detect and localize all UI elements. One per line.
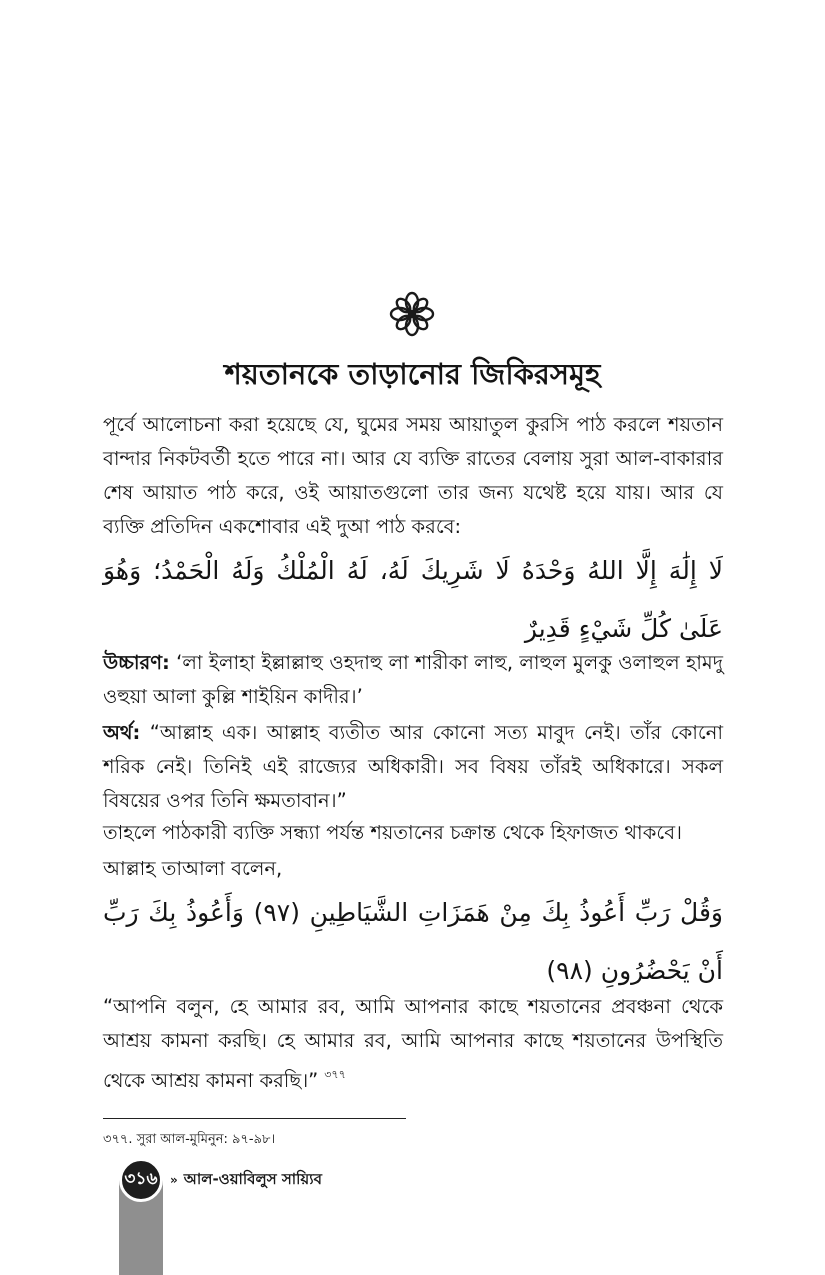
- footnote-divider: [103, 1118, 406, 1119]
- page-number: ৩১৬: [124, 1169, 158, 1189]
- meaning-label: অর্থ:: [103, 721, 141, 744]
- meaning-paragraph: [103, 716, 723, 818]
- pronunciation-paragraph: [103, 646, 723, 714]
- quran-arabic-text: وَقُلْ رَبِّ أَعُوذُ بِكَ مِنْ هَمَزَاتِ الشَّيَاطِينِ (٩٧) وَأَعُوذُ بِكَ رَبِّ أَنْ يَحْضُرُونِ (٩٨): [103, 898, 723, 985]
- page-number-badge: [119, 1158, 163, 1202]
- meaning-text: “আল্লাহ এক। আল্লাহ ব্যতীত আর কোনো সত্য মাবুদ নেই। তাঁর কোনো শরিক নেই। তিনিই এই রাজ্যের অধিকারী। সব বিষয় তাঁরই অধিকারে। সকল বিষয়ের ওপর তিনি ক্ষমতাবান।”: [103, 721, 723, 812]
- chapter-heading: শয়তানকে তাড়ানোর জিকিরসমূহ: [224, 357, 601, 391]
- book-title: আল-ওয়াবিলুস সায়্যিব: [183, 1170, 322, 1188]
- running-head: [170, 1168, 322, 1191]
- double-chevron-right-icon: »: [170, 1173, 178, 1187]
- intro-paragraph: পূর্বে আলোচনা করা হয়েছে যে, ঘুমের সময় আয়াতুল কুরসি পাঠ করলে শয়তান বান্দার নিকটবর্তী হতে পারে না। আর যে ব্যক্তি রাতের বেলায় সুরা আল-বাকারার শেষ আয়াত পাঠ করে, ওই আয়াতগুলো তার জন্য যথেষ্ট হয়ে যায়। আর যে ব্যক্তি প্রতিদিন একশোবার এই দুআ পাঠ করবে:: [103, 413, 723, 538]
- flower-ornament-icon: [388, 290, 436, 338]
- footnote-marker: ৩৭৭: [324, 1068, 346, 1081]
- translation-paragraph: [103, 990, 723, 1098]
- pronunciation-text: ‘লা ইলাহা ইল্লাল্লাহু ওহদাহু লা শারীকা লাহু, লাহুল মুলকু ওলাহুল হামদু ওহুয়া আলা কুল্লি শাইয়িন কাদীর।’: [103, 651, 724, 708]
- dua-arabic-text: لَا إِلَٰهَ إِلَّا اللهُ وَحْدَهُ لَا شَرِيكَ لَهُ، لَهُ الْمُلْكُ وَلَهُ الْحَمْدُ؛ وَهُوَ عَلَىٰ كُلِّ شَيْءٍ قَدِيرٌ: [103, 556, 723, 643]
- pronunciation-label: উচ্চারণ:: [103, 651, 170, 674]
- protection-paragraph: তাহলে পাঠকারী ব্যক্তি সন্ধ্যা পর্যন্ত শয়তানের চক্রান্ত থেকে হিফাজত থাকবে।: [103, 821, 683, 844]
- footnote-text: ৩৭৭. সুরা আল-মুমিনুন: ৯৭-৯৮।: [103, 1132, 276, 1147]
- translation-text: “আপনি বলুন, হে আমার রব, আমি আপনার কাছে শয়তানের প্রবঞ্চনা থেকে আশ্রয় কামনা করছি। হে আমার রব, আমি আপনার কাছে শয়তানের উপস্থিতি থেকে আশ্রয় কামনা করছি।”: [103, 995, 723, 1092]
- allah-says-line: আল্লাহ তাআলা বলেন,: [103, 857, 283, 880]
